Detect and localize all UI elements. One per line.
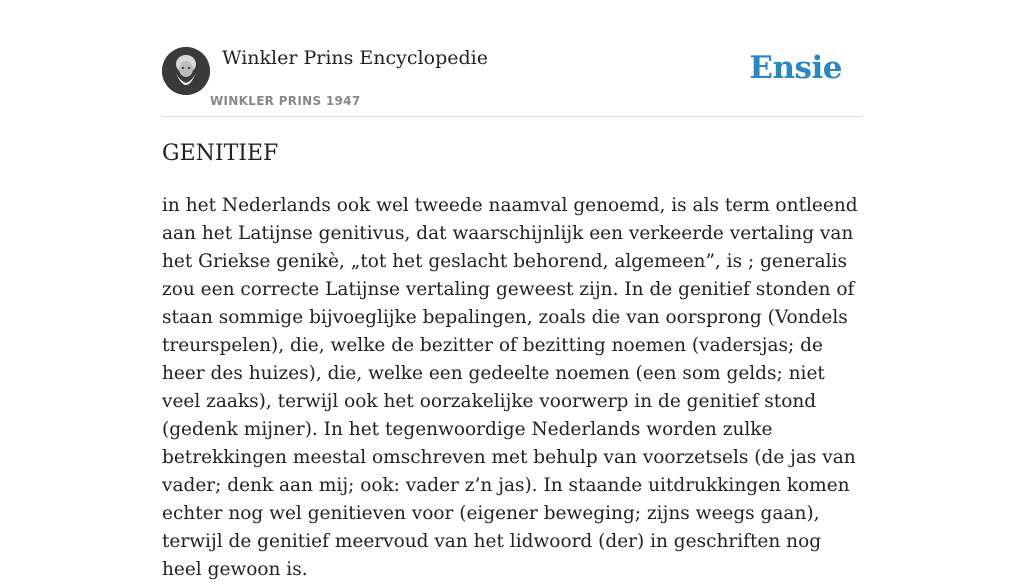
source-header: [162, 44, 862, 117]
brand-logo-link[interactable]: Ensie: [749, 50, 842, 86]
entry-body: in het Nederlands ook wel tweede naamval genoemd, is als term ontleend aan het Latijnse genitivus, dat waarschijnlijk een verkeerde vertaling van het Griekse genikè, „tot het geslacht behorend, algemeen”, is ; generalis zou een correcte Latijnse vertaling geweest zijn. In de genitief stonden of staan sommige bijvoeglijke bepalingen, zoals die van oorsprong (Vondels treurspelen), die, welke de bezitter of bezitting noemen (vadersjas; de heer des huizes), die, welke een gedeelte noemen (een som gelds; niet veel zaaks), terwijl ook het oorzakelijke voorwerp in de genitief stond (gedenk mijner). In het tegenwoordige Nederlands worden zulke betrekkingen meestal omschreven met behulp van voorzetsels (de jas van vader; denk aan mij; ook: vader z’n jas). In staande uitdrukkingen komen echter nog wel genitieven voor (eigener beweging; zijns weegs gaan), terwijl de genitief meervoud van het lidwoord (der) in geschriften nog heel gewoon is.: [162, 195, 858, 580]
edition-label: WINKLER PRINS 1947: [210, 94, 361, 108]
portrait-icon[interactable]: [162, 47, 210, 95]
source-title-link[interactable]: Winkler Prins Encyclopedie: [222, 47, 488, 69]
entry-title: GENITIEF: [162, 141, 279, 166]
